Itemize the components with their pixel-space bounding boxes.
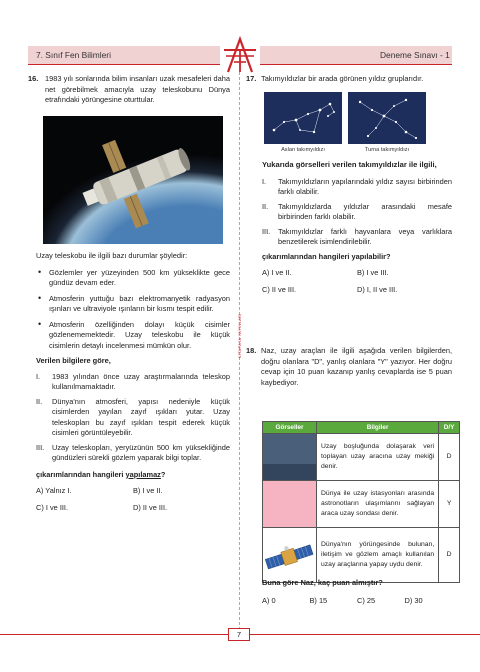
answer-options <box>262 268 452 295</box>
option-a[interactable]: A) I ve II. <box>262 268 292 278</box>
space-probe-image <box>263 434 317 481</box>
answer-options <box>262 596 452 607</box>
option-b[interactable]: B) 15 <box>309 595 328 605</box>
question-text: Takımyıldızlar bir arada görünen yıldız gruplarıdır. <box>261 74 424 83</box>
question-prompt: Yukarıda görselleri verilen takımyıldızlar ile ilgili, <box>262 160 437 169</box>
question-text: Naz, uzay araçları ile ilgili aşağıda verilen bilgilerden, doğru olanlara "D", yanlış olanlara "Y" yazıyor. Her doğru cevap için 10 puan kazanıp yanlış cevaplarda ise 5 puan kaybediyor. <box>261 346 452 387</box>
option-d[interactable]: D) I, II ve III. <box>357 284 398 294</box>
hubble-telescope-image <box>43 116 223 244</box>
leo-constellation-image <box>264 92 342 144</box>
option-a[interactable]: A) 0 <box>262 595 276 605</box>
option-c[interactable]: C) 25 <box>357 595 376 605</box>
statement-item: I. Takımyıldızların yapılarındaki yıldız sayısı birbirinden farklı olabilir. <box>262 176 452 197</box>
subject-title: 7. Sınıf Fen Bilimleri <box>36 50 111 60</box>
option-a[interactable]: A) Yalnız I. <box>36 486 72 496</box>
table-row <box>263 434 460 481</box>
question-number: 18. <box>246 346 257 355</box>
page-number: 7 <box>228 628 250 641</box>
bullet-item: • Atmosferin özelliğinden dolayı küçük cisimler gözlenememektedir. Uzay teleskobu ile küçük cisimlerin detaylı incelenmesi mümkün olur. <box>36 320 230 352</box>
option-d[interactable]: D) II ve III. <box>133 502 168 512</box>
option-c[interactable]: C) II ve III. <box>262 284 297 294</box>
question-18-body <box>262 578 452 606</box>
answer-cell[interactable]: Y <box>439 481 460 528</box>
answer-cell[interactable]: D <box>439 528 460 583</box>
space-shuttle-image <box>263 481 317 528</box>
info-cell: Dünya'nın yörüngesinde bulunan, iletişim ve gözlem amaçlı kullanılan uzay araçlarına yapay uydu denir. <box>317 528 439 583</box>
option-b[interactable]: B) I ve III. <box>357 268 389 278</box>
question-18 <box>246 346 452 388</box>
question-prompt: çıkarımlarından hangileri yapılamaz? <box>36 469 166 479</box>
table-header-row <box>263 422 460 434</box>
question-16 <box>28 74 230 106</box>
publisher-watermark: KİTAPAYA YAYINLARI <box>237 313 243 359</box>
question-number: 16. <box>28 74 39 83</box>
given-heading: Verilen bilgilere göre, <box>36 356 111 366</box>
statement-item: II. Takımyıldızlarda yıldızlar arasındaki mesafe birbirinden farklı olabilir. <box>262 201 452 222</box>
question-text: 1983 yılı sonlarında bilim insanları uzak mesafeleri daha net görebilmek amacıyla uzay teleskobunu Dünya etrafındaki yörüngesine oturttular. <box>45 74 230 105</box>
info-cell: Uzay boşluğunda dolaşarak veri toplayan uzay aracına uzay mekiği denir. <box>317 434 439 481</box>
satellite-image <box>263 528 317 583</box>
question-intro: Uzay teleskobu ile ilgili bazı durumlar şöyledir: <box>36 251 188 260</box>
question-17 <box>246 74 452 85</box>
statement-item: III. Takımyıldızlar farklı hayvanlara veya varlıklara benzetilerek isimlendirilebilir. <box>262 226 452 247</box>
question-prompt: Buna göre Naz, kaç puan almıştır? <box>262 578 383 587</box>
option-d[interactable]: D) 30 <box>404 595 423 605</box>
statement-item: I. 1983 yılından önce uzay araştırmalarında teleskop kullanılmamaktadır. <box>36 371 230 392</box>
column-header: Görseller <box>263 422 317 434</box>
bullet-item: • Atmosferin yuttuğu bazı elektromanyetik radyasyon ışınları ve ultraviyole ışınların bir kısmı tespit edilir. <box>36 294 230 315</box>
column-header: D/Y <box>439 422 460 434</box>
leo-label: Aslan takımyıldızı <box>281 147 325 153</box>
answer-options <box>36 486 230 513</box>
exam-title: Deneme Sınavı - 1 <box>380 50 450 60</box>
statement-item: III. Uzay teleskopları, yeryüzünün 500 km yüksekliğinde gündüzleri sürekli gözlem yaparak bilgi toplar. <box>36 442 230 463</box>
option-b[interactable]: B) I ve II. <box>133 486 163 496</box>
answer-cell[interactable]: D <box>439 434 460 481</box>
grus-constellation-image <box>348 92 426 144</box>
question-number: 17. <box>246 74 257 83</box>
option-c[interactable]: C) I ve III. <box>36 502 69 512</box>
statement-item: II. Dünya'nın atmosferi, yapısı nedeniyle küçük cisimlerden yayılan zayıf ışıkları yutar. Uzay teleskopları bu zayıf ışıkları tespit ederek küçük cisimleri görüntüleyebilir. <box>36 396 230 438</box>
bullet-item: • Gözlemler yer yüzeyinden 500 km yükseklikte gece gündüz devam eder. <box>36 268 230 289</box>
true-false-table <box>262 421 460 583</box>
info-cell: Dünya ile uzay istasyonları arasında astronotların ulaşımlarını sağlayan araca uzay sondası denir. <box>317 481 439 528</box>
question-17-body <box>262 160 452 295</box>
grus-label: Turna takımyıldızı <box>364 147 410 153</box>
question-prompt: çıkarımlarından hangileri yapılabilir? <box>262 251 391 261</box>
column-header: Bilgiler <box>317 422 439 434</box>
table-row <box>263 481 460 528</box>
table-row <box>263 528 460 583</box>
question-16-body <box>36 251 230 513</box>
publisher-logo <box>220 36 260 74</box>
